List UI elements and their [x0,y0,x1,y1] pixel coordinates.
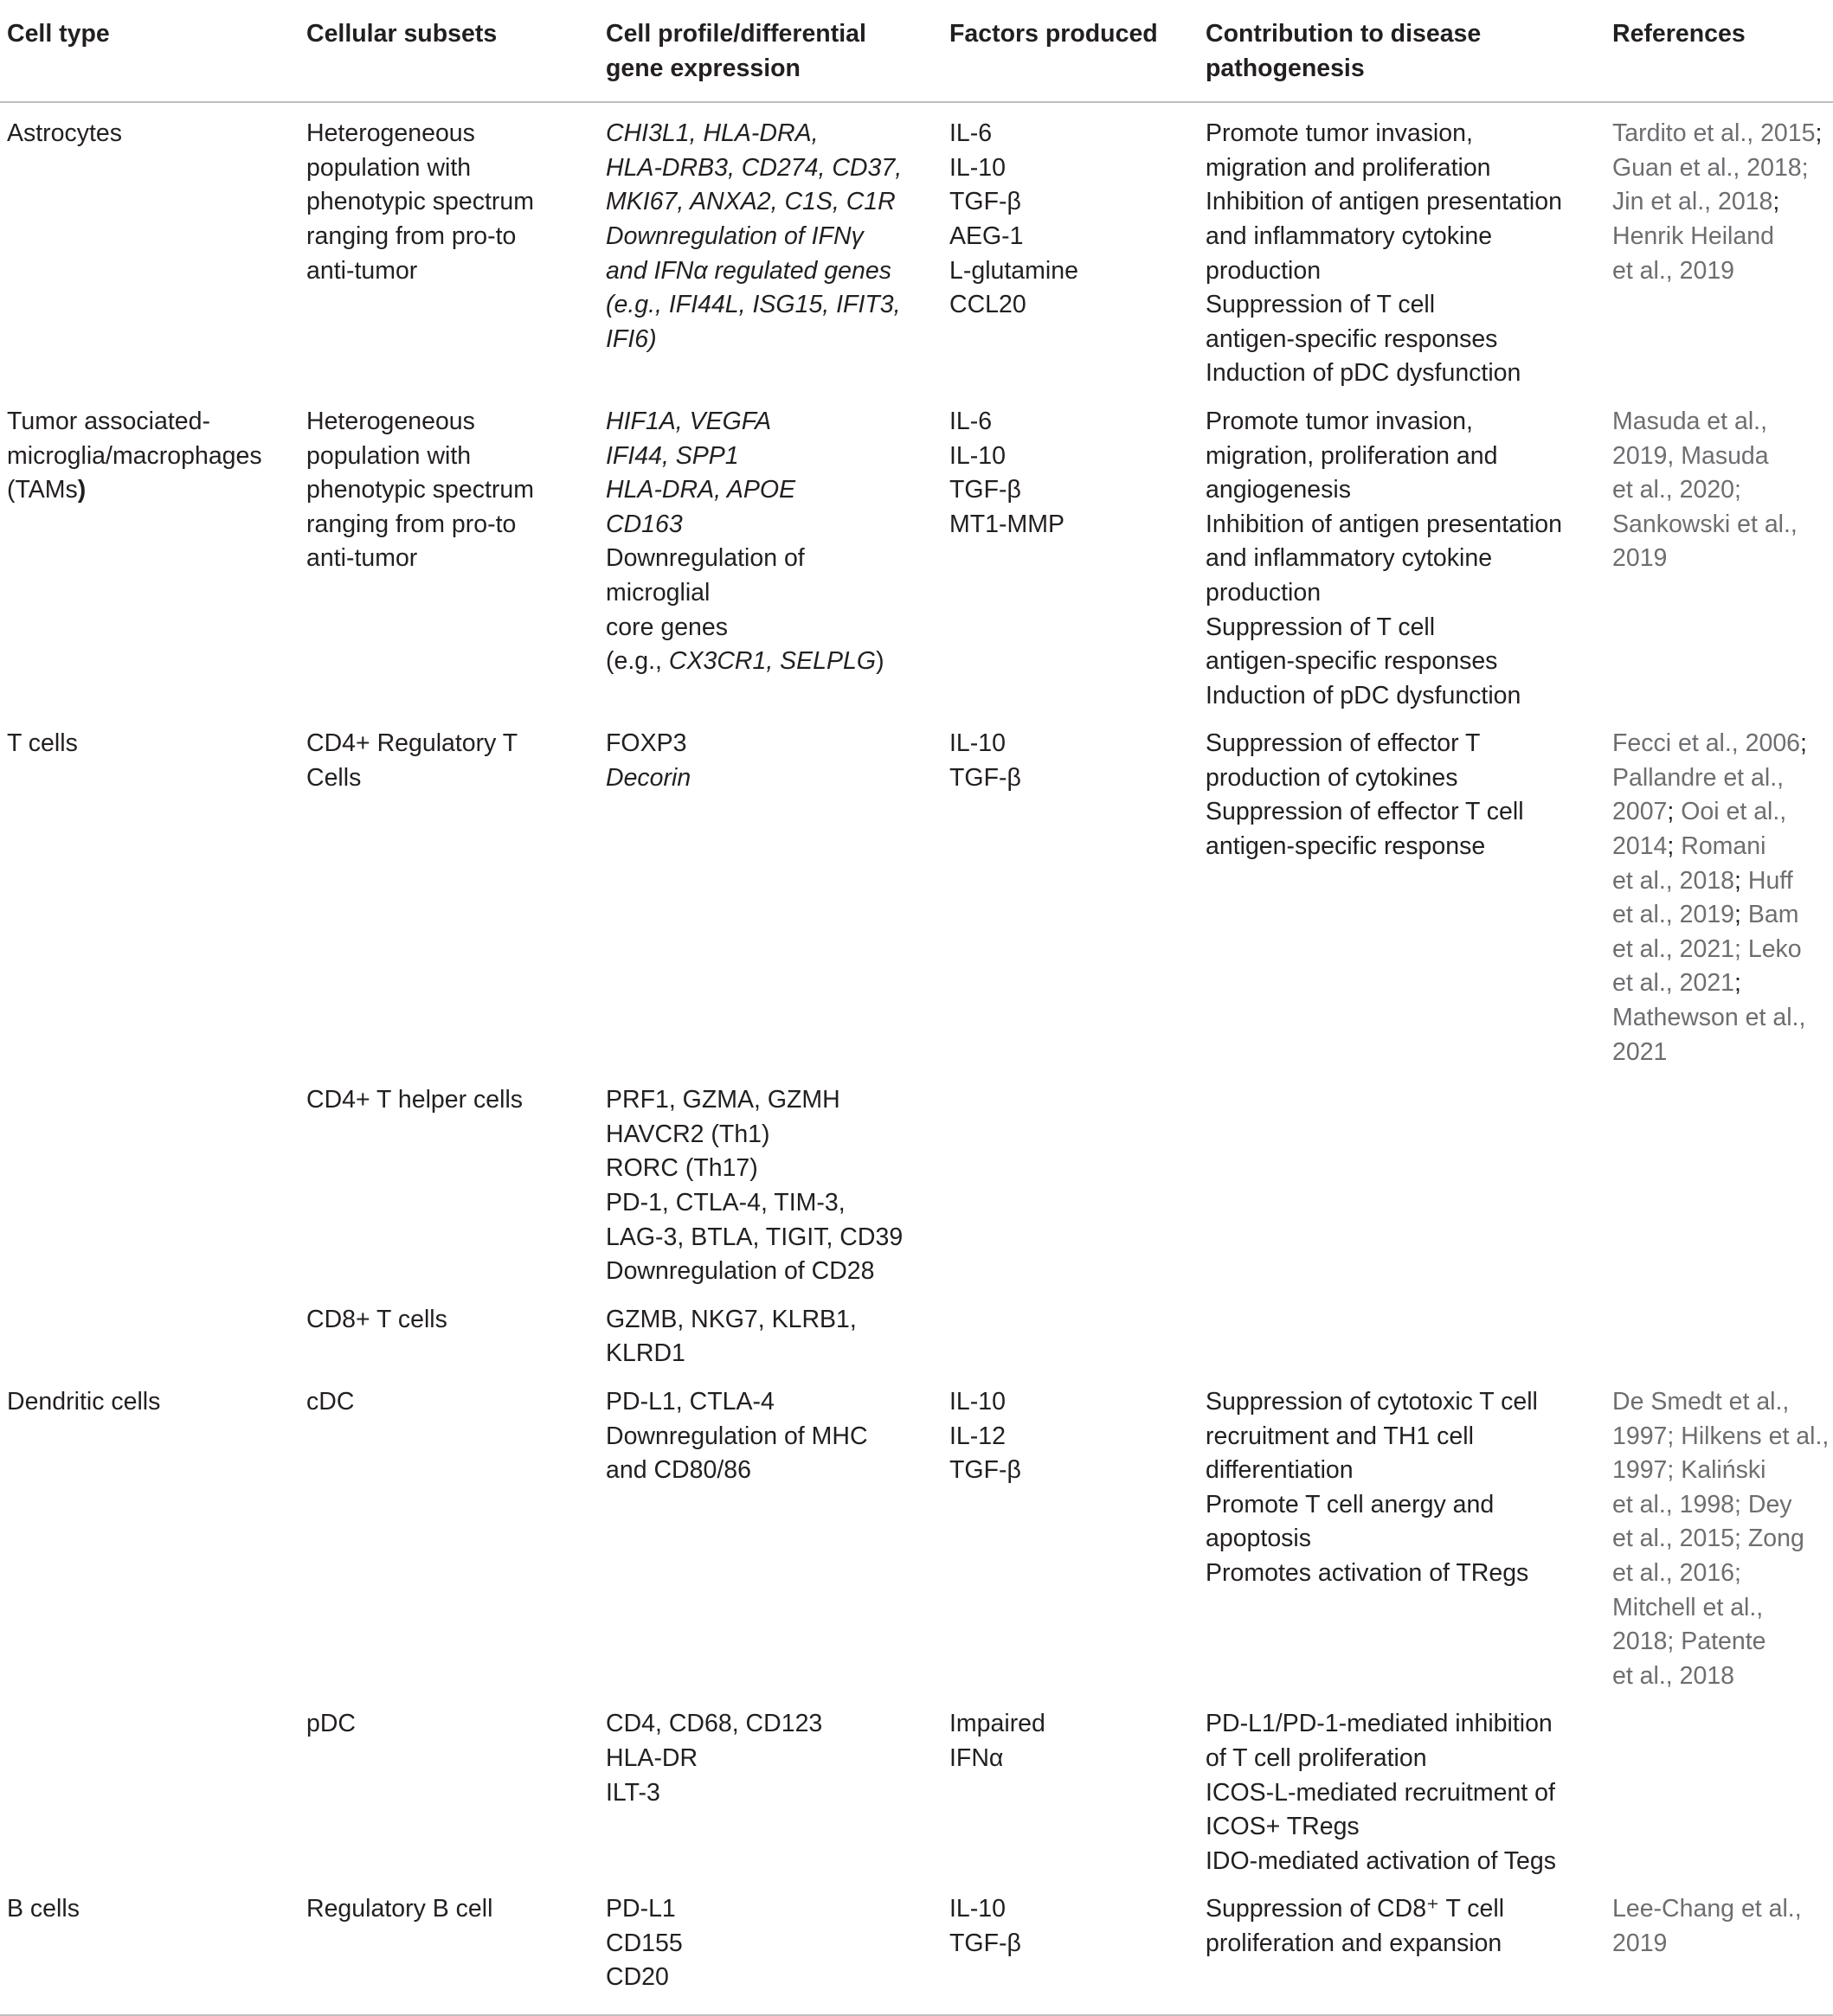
contribution-cell [1199,1069,1605,1289]
subset-cell [299,1069,599,1289]
cell-line: Henrik Heiland [1612,222,1774,250]
cell-line: IL-10 [949,441,1006,470]
cell-line: proliferation and expansion [1206,1929,1502,1957]
profile-cell [599,1878,942,2015]
cell-line: phenotypic spectrum [306,188,534,216]
cell-line: Suppression of effector T cell [1206,798,1524,826]
cell-line: Lee-Chang et al., [1612,1895,1802,1923]
contribution-cell [1199,1289,1605,1371]
cell-line: De Smedt et al., [1612,1387,1790,1416]
cell-line: HLA-DRB3, CD274, CD37, [606,153,903,182]
table-row [0,102,1833,391]
cell-line: TGF-β [949,188,1021,216]
subset-cell [299,102,599,391]
cell-line: CCL20 [949,291,1026,319]
cell-line: production [1206,578,1322,607]
cell-line: ICOS+ TRegs [1206,1813,1360,1841]
cell-line: Promote T cell anergy and [1206,1490,1495,1518]
cell-type-cell [0,1878,299,2015]
cell-line: TGF-β [949,476,1021,504]
cell-line: IL-10 [949,153,1006,182]
cell-line: Suppression of T cell [1206,291,1436,319]
subset-cell [299,1371,599,1693]
cell-line: et al., 2019; Bam [1612,901,1799,929]
contribution-cell [1199,713,1605,1069]
cell-line: et al., 2018; Huff [1612,866,1793,895]
cell-line: FOXP3 [606,729,687,758]
contribution-cell [1199,1878,1605,2015]
cell-type-cell [0,102,299,391]
subset-cell [299,1289,599,1371]
cell-line: et al., 2021; Leko [1612,934,1802,963]
cell-line: ILT-3 [606,1778,660,1807]
cell-line: PRF1, GZMA, GZMH [606,1086,840,1114]
cell-line: and inflammatory cytokine [1206,222,1493,250]
cell-line: Downregulation of IFNγ [606,222,864,250]
cell-line: MT1-MMP [949,510,1064,538]
cell-line: et al., 1998; Dey [1612,1490,1792,1518]
profile-cell [599,1069,942,1289]
cell-line: pDC [306,1710,357,1738]
contribution-cell [1199,102,1605,391]
factors-cell [942,1693,1199,1878]
cell-line: et al., 2021; [1612,969,1741,998]
cell-type-cell [0,1693,299,1878]
cell-line: T cells [7,729,78,758]
cell-line: Suppression of T cell [1206,613,1436,641]
cell-line: IL-10 [949,729,1006,758]
references-cell [1605,713,1833,1069]
cell-line: Promote tumor invasion, [1206,119,1473,148]
contribution-cell [1199,1371,1605,1693]
cell-line: differentiation [1206,1456,1354,1485]
factors-cell [942,391,1199,713]
cell-line: anti-tumor [306,544,418,573]
cell-line: Downregulation of [606,544,805,573]
table-row [0,391,1833,713]
header-cellular-subsets: Cellular subsets [306,20,498,48]
table-row [0,1693,1833,1878]
cell-line: HAVCR2 (Th1) [606,1120,770,1148]
cell-line: B cells [7,1895,80,1923]
cell-line: antigen-specific responses [1206,647,1498,676]
profile-cell [599,102,942,391]
cell-line: Tardito et al., 2015; [1612,119,1823,148]
cell-line: Mathewson et al., [1612,1004,1806,1032]
cell-line: CD4+ Regulatory T [306,729,518,758]
cell-line: IL-12 [949,1422,1006,1450]
profile-cell [599,1289,942,1371]
cell-line: LAG-3, BTLA, TIGIT, CD39 [606,1223,904,1251]
factors-cell [942,1289,1199,1371]
cell-line: (e.g., CX3CR1, SELPLG) [606,647,884,676]
cell-line: angiogenesis [1206,476,1351,504]
table-body [0,102,1833,2015]
header-factors-produced: Factors produced [949,20,1158,48]
cell-line: 2019, Masuda [1612,441,1769,470]
cell-line: ranging from pro-to [306,510,517,538]
header-cell-profile: Cell profile/differential gene expression [606,20,866,82]
cell-line: apoptosis [1206,1525,1312,1553]
factors-cell [942,102,1199,391]
references-cell [1605,102,1833,391]
profile-cell [599,1371,942,1693]
cell-line: Sankowski et al., [1612,510,1798,538]
cell-line: IDO-mediated activation of Tegs [1206,1846,1557,1875]
references-cell [1605,1693,1833,1878]
profile-cell [599,391,942,713]
cell-line: Astrocytes [7,119,123,148]
cell-line: 2018; Patente [1612,1628,1766,1656]
cell-line: CD4, CD68, CD123 [606,1710,823,1738]
cell-line: IL-10 [949,1387,1006,1416]
cell-line: Promote tumor invasion, [1206,407,1473,435]
cell-line: CD155 [606,1929,683,1957]
cell-line: Inhibition of antigen presentation [1206,510,1562,538]
references-cell [1605,1878,1833,2015]
cell-line: antigen-specific response [1206,832,1486,861]
table-row [0,713,1833,1069]
cell-line: KLRD1 [606,1339,685,1368]
cell-line: et al., 2019 [1612,256,1735,285]
table-row [0,1371,1833,1693]
profile-cell [599,713,942,1069]
references-cell [1605,1289,1833,1371]
cell-line: core genes [606,613,729,641]
cell-line: production of cytokines [1206,763,1458,792]
cell-line: 2014; Romani [1612,832,1766,861]
cell-line: and IFNα regulated genes [606,256,891,285]
cell-type-cell [0,1069,299,1289]
cell-line: HLA-DRA, APOE [606,476,796,504]
cell-line: IFNα [949,1743,1004,1772]
cell-line: production [1206,256,1322,285]
cell-line: 2019 [1612,1929,1668,1957]
cell-line: microglial [606,578,711,607]
cell-line: Induction of pDC dysfunction [1206,359,1521,388]
factors-cell [942,1069,1199,1289]
cell-line: Heterogeneous [306,407,475,435]
cell-line: L-glutamine [949,256,1078,285]
cell-line: HIF1A, VEGFA [606,407,772,435]
cell-line: et al., 2018 [1612,1661,1735,1690]
factors-cell [942,1878,1199,2015]
cell-line: MKI67, ANXA2, C1S, C1R [606,188,896,216]
cell-line: et al., 2020; [1612,476,1741,504]
cell-line: et al., 2016; [1612,1558,1741,1587]
cell-line: and CD80/86 [606,1456,751,1485]
cell-line: ICOS-L-mediated recruitment of [1206,1778,1555,1807]
cell-line: of T cell proliferation [1206,1743,1427,1772]
cell-line: (e.g., IFI44L, ISG15, IFIT3, [606,291,901,319]
cell-type-cell [0,391,299,713]
cell-line: TGF-β [949,1929,1021,1957]
references-cell [1605,391,1833,713]
cell-line: 2019 [1612,544,1668,573]
header-cell-type: Cell type [7,20,110,48]
cell-line: GZMB, NKG7, KLRB1, [606,1305,857,1333]
subset-cell [299,391,599,713]
table-row [0,1069,1833,1289]
table-row [0,1289,1833,1371]
cell-line: PD-L1 [606,1895,676,1923]
cell-line: 2007; Ooi et al., [1612,798,1787,826]
factors-cell [942,1371,1199,1693]
cell-line: migration and proliferation [1206,153,1491,182]
cell-line: (TAMs) [7,476,87,504]
cell-line: migration, proliferation and [1206,441,1498,470]
cell-line: and inflammatory cytokine [1206,544,1493,573]
cell-line: antigen-specific responses [1206,324,1498,353]
cell-line: CHI3L1, HLA-DRA, [606,119,819,148]
table-row [0,1878,1833,2015]
cell-line: Pallandre et al., [1612,763,1785,792]
cell-line: population with [306,153,472,182]
cell-line: CD4+ T helper cells [306,1086,524,1114]
cell-line: Suppression of effector T [1206,729,1481,758]
subset-cell [299,1878,599,2015]
contribution-cell [1199,1693,1605,1878]
cell-line: TGF-β [949,763,1021,792]
cell-line: microglia/macrophages [7,441,262,470]
cell-line: Downregulation of MHC [606,1422,868,1450]
cell-type-cell [0,1289,299,1371]
cell-line: Decorin [606,763,691,792]
cell-type-cell [0,713,299,1069]
header-row [0,0,1833,102]
cell-line: phenotypic spectrum [306,476,534,504]
cell-line: CD163 [606,510,683,538]
subset-cell [299,1693,599,1878]
cell-line: 1997; Hilkens et al., [1612,1422,1830,1450]
subset-cell [299,713,599,1069]
cell-line: Guan et al., 2018; [1612,153,1809,182]
cell-line: Tumor associated- [7,407,210,435]
cell-line: population with [306,441,472,470]
cell-line: Jin et al., 2018; [1612,188,1780,216]
cell-line: AEG-1 [949,222,1024,250]
cell-line: Masuda et al., [1612,407,1768,435]
cell-line: Heterogeneous [306,119,475,148]
cell-line: CD8+ T cells [306,1305,447,1333]
cell-line: IFI44, SPP1 [606,441,739,470]
cell-line: Regulatory B cell [306,1895,493,1923]
cell-line: PD-L1, CTLA-4 [606,1387,775,1416]
cell-line: 2021 [1612,1037,1668,1066]
cell-line: ranging from pro-to [306,222,517,250]
cell-line: Cells [306,763,362,792]
cell-line: Fecci et al., 2006; [1612,729,1807,758]
references-cell [1605,1069,1833,1289]
cell-type-cell [0,1371,299,1693]
cell-line: Mitchell et al., [1612,1593,1764,1621]
cell-line: 1997; Kaliński [1612,1456,1766,1485]
cell-line: IFI6) [606,324,657,353]
cell-line: Impaired [949,1710,1045,1738]
cell-line: Inhibition of antigen presentation [1206,188,1562,216]
cell-line: RORC (Th17) [606,1154,758,1183]
cell-line: anti-tumor [306,256,418,285]
cell-line: TGF-β [949,1456,1021,1485]
cell-line: Promotes activation of TRegs [1206,1558,1529,1587]
cell-line: HLA-DR [606,1743,698,1772]
cell-line: recruitment and TH1 cell [1206,1422,1474,1450]
factors-cell [942,713,1199,1069]
contribution-cell [1199,391,1605,713]
cell-line: Suppression of cytotoxic T cell [1206,1387,1538,1416]
cell-line: IL-6 [949,119,993,148]
cell-line: PD-1, CTLA-4, TIM-3, [606,1189,846,1217]
cell-line: CD20 [606,1963,669,1992]
references-cell [1605,1371,1833,1693]
cell-line: Suppression of CD8⁺ T cell [1206,1895,1505,1923]
cell-line: Downregulation of CD28 [606,1257,875,1286]
cell-line: et al., 2015; Zong [1612,1525,1804,1553]
cell-line: Induction of pDC dysfunction [1206,681,1521,709]
header-references: References [1612,20,1746,48]
cell-line: IL-10 [949,1895,1006,1923]
header-contribution: Contribution to disease pathogenesis [1206,20,1482,82]
cell-line: IL-6 [949,407,993,435]
cell-line: Dendritic cells [7,1387,161,1416]
profile-cell [599,1693,942,1878]
cell-line: PD-L1/PD-1-mediated inhibition [1206,1710,1553,1738]
cell-line: cDC [306,1387,355,1416]
